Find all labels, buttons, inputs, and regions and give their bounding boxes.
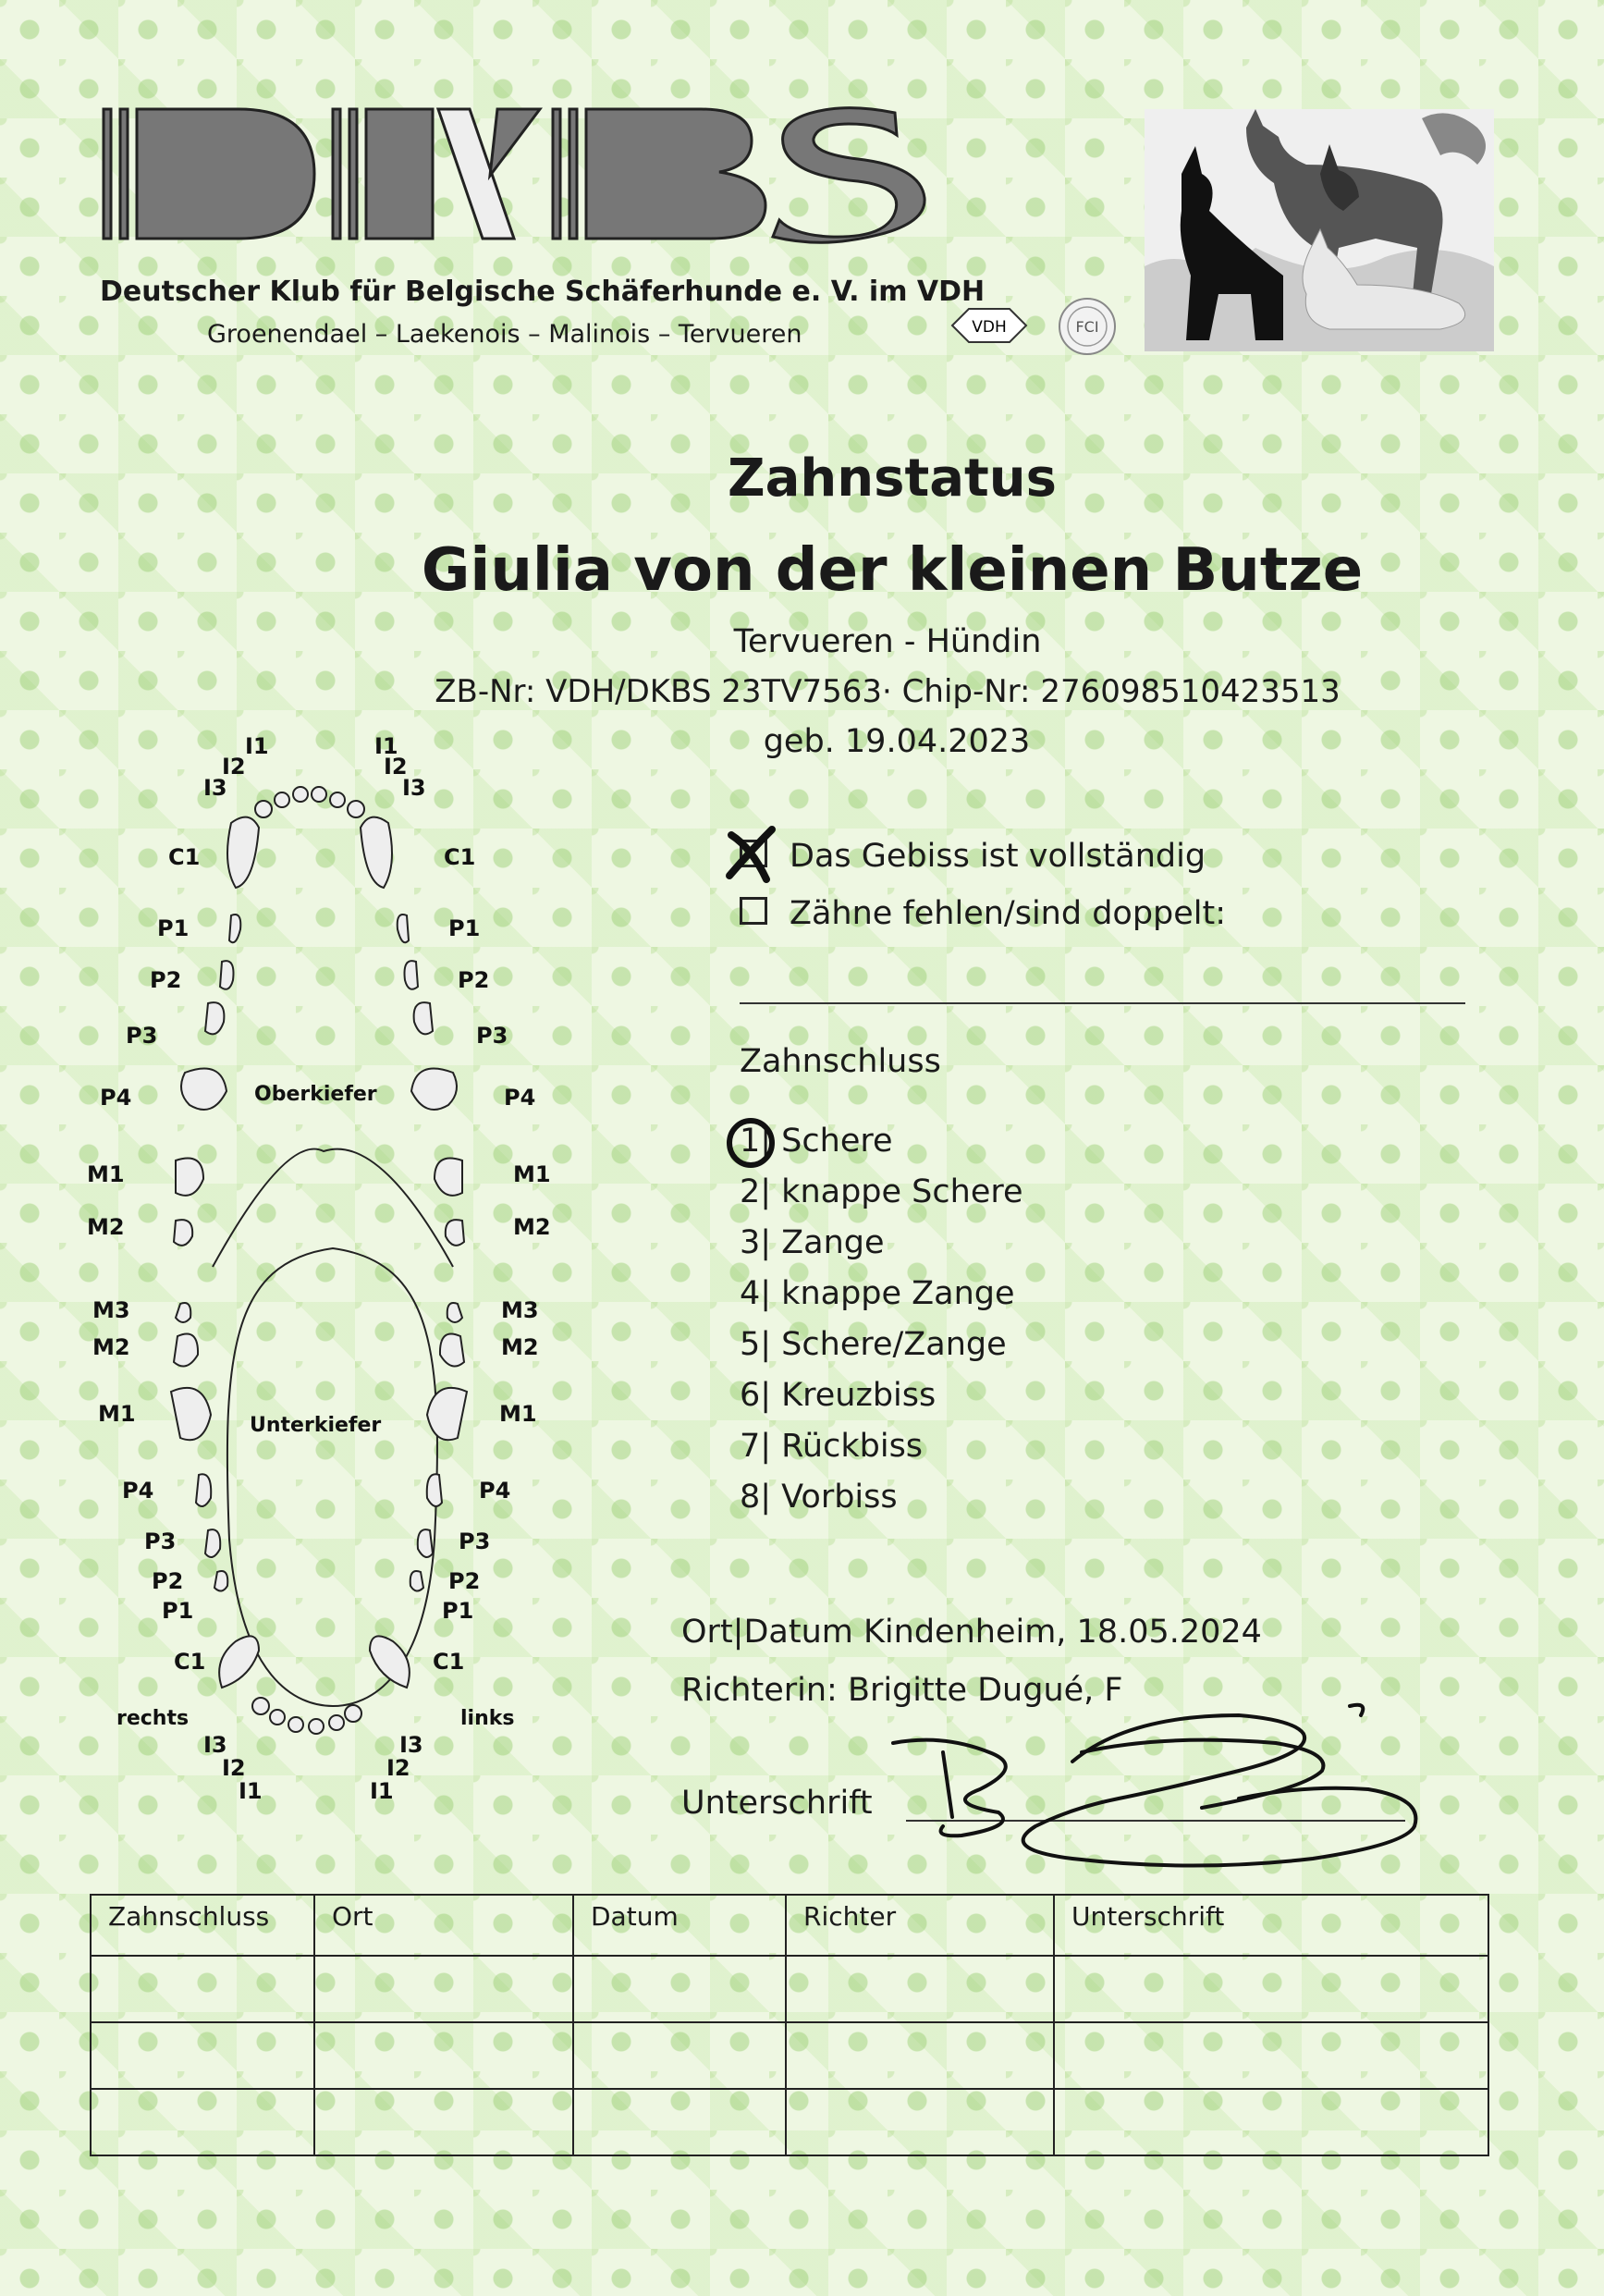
svg-text:P2: P2	[448, 1568, 481, 1594]
table-cell[interactable]	[786, 2022, 1054, 2089]
table-cell[interactable]	[314, 2022, 573, 2089]
svg-text:M1: M1	[87, 1161, 125, 1187]
table-row	[91, 2022, 1488, 2089]
svg-text:P3: P3	[126, 1023, 158, 1049]
col-header: Datum	[573, 1895, 786, 1956]
bite-item[interactable]: 3| Zange	[740, 1224, 885, 1261]
svg-text:C1: C1	[174, 1649, 206, 1675]
svg-text:P3: P3	[476, 1023, 508, 1049]
vdh-badge	[950, 305, 1028, 346]
table-cell[interactable]	[314, 1956, 573, 2022]
missing-option[interactable]	[740, 895, 1226, 932]
svg-text:M3: M3	[501, 1297, 539, 1323]
signature-label: Unterschrift	[681, 1785, 873, 1822]
svg-text:links: links	[460, 1707, 515, 1730]
svg-text:I3: I3	[399, 1732, 423, 1758]
svg-text:I2: I2	[222, 754, 246, 780]
svg-text:P4: P4	[504, 1085, 536, 1111]
svg-text:I1: I1	[374, 733, 398, 759]
complete-checkbox[interactable]	[740, 840, 767, 867]
registration-line: ZB-Nr: VDH/DKBS 23TV7563· Chip-Nr: 276098510423513	[435, 673, 1341, 710]
svg-text:P1: P1	[442, 1598, 474, 1624]
svg-text:P2: P2	[458, 967, 490, 993]
col-header: Zahnschluss	[91, 1895, 314, 1956]
col-header: Ort	[314, 1895, 573, 1956]
svg-text:P2: P2	[152, 1568, 184, 1594]
table-cell[interactable]	[573, 2089, 786, 2155]
table-cell[interactable]	[1054, 1956, 1488, 2022]
svg-text:FCI: FCI	[1075, 318, 1099, 336]
bite-item[interactable]: 8| Vorbiss	[740, 1479, 898, 1516]
svg-text:P1: P1	[162, 1598, 194, 1624]
svg-text:I3: I3	[203, 775, 227, 801]
bite-item[interactable]: 4| knappe Zange	[740, 1275, 1015, 1312]
table-header-row	[91, 1895, 1488, 1956]
svg-text:M2: M2	[87, 1214, 125, 1240]
svg-text:P4: P4	[122, 1478, 154, 1504]
col-header: Richter	[786, 1895, 1054, 1956]
missing-checkbox[interactable]	[740, 897, 767, 925]
missing-label: Zähne fehlen/sind doppelt:	[790, 895, 1227, 932]
bite-item[interactable]: 5| Schere/Zange	[740, 1326, 1007, 1363]
col-header: Unterschrift	[1054, 1895, 1488, 1956]
svg-text:I2: I2	[384, 754, 408, 780]
svg-text:M1: M1	[499, 1401, 537, 1427]
table-cell[interactable]	[573, 2022, 786, 2089]
selection-circle-icon	[725, 1115, 777, 1171]
complete-option[interactable]	[740, 838, 1206, 875]
svg-text:I2: I2	[222, 1755, 246, 1781]
svg-text:P2: P2	[150, 967, 182, 993]
table-row	[91, 1956, 1488, 2022]
svg-text:I3: I3	[402, 775, 426, 801]
svg-text:P4: P4	[100, 1085, 132, 1111]
bite-item[interactable]: 7| Rückbiss	[740, 1428, 924, 1465]
bite-item[interactable]: 1| Schere	[740, 1123, 893, 1160]
svg-text:VDH: VDH	[972, 318, 1007, 337]
svg-text:M2: M2	[513, 1214, 551, 1240]
teeth-chart	[74, 726, 573, 1826]
dkbs-logo	[100, 102, 932, 245]
svg-text:M2: M2	[501, 1334, 539, 1360]
handwritten-signature	[888, 1697, 1433, 1882]
complete-label: Das Gebiss ist vollständig	[790, 838, 1206, 875]
x-mark-icon	[724, 822, 789, 887]
breeds-line: Groenendael – Laekenois – Malinois – Tervueren	[207, 320, 802, 349]
table-cell[interactable]	[786, 1956, 1054, 2022]
bite-heading: Zahnschluss	[740, 1043, 941, 1080]
svg-text:I1: I1	[370, 1778, 394, 1804]
club-name: Deutscher Klub für Belgische Schäferhunde e. V. im VDH	[100, 276, 986, 308]
svg-text:I1: I1	[239, 1778, 263, 1804]
dogs-photo	[1145, 109, 1494, 351]
history-table	[90, 1894, 1489, 2156]
svg-text:P3: P3	[144, 1529, 177, 1554]
judge: Richterin: Brigitte Dugué, F	[681, 1672, 1123, 1709]
birth-date: geb. 19.04.2023	[763, 723, 1031, 760]
table-cell[interactable]	[91, 2022, 314, 2089]
svg-text:M1: M1	[513, 1161, 551, 1187]
svg-text:C1: C1	[433, 1649, 465, 1675]
svg-text:P1: P1	[448, 915, 481, 941]
table-cell[interactable]	[314, 2089, 573, 2155]
svg-text:C1: C1	[444, 844, 476, 870]
table-cell[interactable]	[573, 1956, 786, 2022]
svg-text:M2: M2	[92, 1334, 130, 1360]
table-cell[interactable]	[91, 1956, 314, 2022]
fci-badge	[1057, 296, 1118, 357]
table-cell[interactable]	[1054, 2022, 1488, 2089]
svg-text:I3: I3	[203, 1732, 227, 1758]
missing-teeth-line[interactable]	[740, 1002, 1465, 1004]
svg-text:Unterkiefer: Unterkiefer	[250, 1414, 382, 1437]
svg-text:P1: P1	[157, 915, 190, 941]
svg-text:I1: I1	[245, 733, 269, 759]
table-cell[interactable]	[91, 2089, 314, 2155]
svg-text:I2: I2	[386, 1755, 410, 1781]
table-cell[interactable]	[1054, 2089, 1488, 2155]
breed-sex: Tervueren - Hündin	[733, 623, 1042, 660]
bite-item[interactable]: 6| Kreuzbiss	[740, 1377, 937, 1414]
place-date: Ort|Datum Kindenheim, 18.05.2024	[681, 1614, 1262, 1651]
document-title: Zahnstatus	[728, 448, 1057, 509]
svg-text:M3: M3	[92, 1297, 130, 1323]
bite-item[interactable]: 2| knappe Schere	[740, 1173, 1023, 1210]
svg-text:P4: P4	[479, 1478, 511, 1504]
svg-text:C1: C1	[168, 844, 201, 870]
dog-name: Giulia von der kleinen Butze	[421, 536, 1364, 605]
svg-text:P3: P3	[459, 1529, 491, 1554]
svg-text:Oberkiefer: Oberkiefer	[254, 1083, 377, 1106]
table-cell[interactable]	[786, 2089, 1054, 2155]
svg-text:M1: M1	[98, 1401, 136, 1427]
table-row	[91, 2089, 1488, 2155]
svg-text:rechts: rechts	[116, 1707, 190, 1730]
